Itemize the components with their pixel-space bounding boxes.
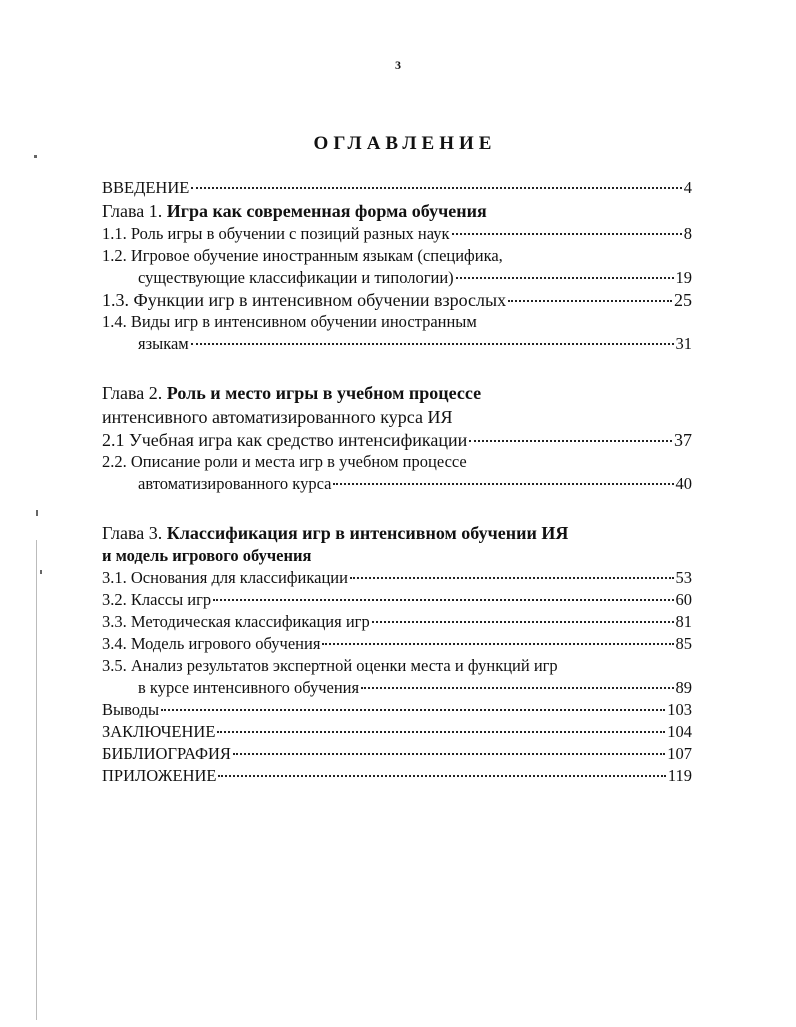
dot-leader bbox=[372, 621, 674, 623]
entry-page: 81 bbox=[675, 612, 692, 631]
scan-speck bbox=[40, 570, 42, 574]
chapter-prefix: Глава 1. bbox=[102, 201, 167, 221]
entry-text: 3.3. Методическая классификация игр bbox=[102, 612, 370, 631]
scan-speck bbox=[36, 510, 38, 516]
entry-text: 1.3. Функции игр в интенсивном обучении взрослых bbox=[102, 290, 507, 310]
entry-text: ПРИЛОЖЕНИЕ bbox=[102, 766, 217, 785]
dot-leader bbox=[191, 343, 674, 345]
entry-page: 103 bbox=[667, 700, 692, 719]
table-of-contents bbox=[102, 177, 692, 787]
entry-text: Выводы bbox=[102, 700, 160, 719]
entry-page: 107 bbox=[667, 744, 692, 763]
chapter-prefix: Глава 3. bbox=[102, 523, 167, 543]
toc-entry-2-2 bbox=[102, 473, 692, 495]
dot-leader bbox=[161, 709, 665, 711]
entry-page: 119 bbox=[667, 766, 692, 785]
toc-entry-1-3 bbox=[102, 289, 692, 311]
entry-text: 2.1 Учебная игра как средство интенсификации bbox=[102, 430, 468, 450]
dot-leader bbox=[456, 277, 674, 279]
toc-entry-3-5 bbox=[102, 677, 692, 699]
entry-page: 40 bbox=[675, 474, 692, 493]
chapter-1-heading bbox=[102, 199, 692, 223]
entry-page: 53 bbox=[675, 568, 692, 587]
dot-leader bbox=[213, 599, 673, 601]
dot-leader bbox=[361, 687, 673, 689]
chapter-title: Классификация игр в интенсивном обучении ИЯ bbox=[166, 523, 569, 543]
scan-speck bbox=[34, 155, 37, 158]
toc-entry-appendix bbox=[102, 765, 692, 787]
scan-edge-line bbox=[36, 540, 37, 1020]
entry-text: автоматизированного курса bbox=[138, 474, 332, 493]
dot-leader bbox=[469, 440, 672, 442]
entry-text: существующие классификации и типологии) bbox=[138, 268, 454, 287]
toc-entry-conclusions bbox=[102, 699, 692, 721]
spacer bbox=[102, 495, 692, 521]
entry-page: 89 bbox=[675, 678, 692, 697]
toc-entry-2-2-line1: 2.2. Описание роли и места игр в учебном процессе bbox=[102, 452, 467, 471]
entry-text: 3.4. Модель игрового обучения bbox=[102, 634, 321, 653]
chapter-2-heading-line2: интенсивного автоматизированного курса ИЯ bbox=[102, 407, 453, 427]
toc-entry-bibliography bbox=[102, 743, 692, 765]
toc-entry-1-2 bbox=[102, 267, 692, 289]
entry-page: 104 bbox=[667, 722, 692, 741]
toc-entry-3-4 bbox=[102, 633, 692, 655]
entry-text: в курсе интенсивного обучения bbox=[138, 678, 360, 697]
entry-text: ВВЕДЕНИЕ bbox=[102, 178, 190, 197]
entry-page: 8 bbox=[683, 224, 692, 243]
toc-entry-1-2-line1: 1.2. Игровое обучение иностранным языкам (специфика, bbox=[102, 246, 503, 265]
spacer bbox=[102, 355, 692, 381]
chapter-title: Роль и место игры в учебном процессе bbox=[166, 383, 482, 403]
toc-entry-intro bbox=[102, 177, 692, 199]
chapter-title: Игра как современная форма обучения bbox=[166, 201, 487, 221]
dot-leader bbox=[452, 233, 682, 235]
toc-entry-1-1 bbox=[102, 223, 692, 245]
entry-page: 25 bbox=[674, 290, 692, 310]
entry-text: языкам bbox=[138, 334, 189, 353]
page-number: 3 bbox=[395, 58, 401, 72]
dot-leader bbox=[508, 300, 672, 302]
dot-leader bbox=[233, 753, 665, 755]
toc-entry-3-1 bbox=[102, 567, 692, 589]
entry-page: 19 bbox=[675, 268, 692, 287]
entry-text: 1.1. Роль игры в обучении с позиций разных наук bbox=[102, 224, 450, 243]
entry-text: 3.1. Основания для классификации bbox=[102, 568, 348, 587]
chapter-3-heading-line1 bbox=[102, 521, 692, 545]
chapter-prefix: Глава 2. bbox=[102, 383, 167, 403]
dot-leader bbox=[333, 483, 673, 485]
dot-leader bbox=[191, 187, 681, 189]
entry-text: БИБЛИОГРАФИЯ bbox=[102, 744, 231, 763]
toc-entry-2-1 bbox=[102, 429, 692, 451]
toc-entry-1-4 bbox=[102, 333, 692, 355]
entry-text: 3.2. Классы игр bbox=[102, 590, 212, 609]
toc-entry-conclusion bbox=[102, 721, 692, 743]
entry-page: 37 bbox=[674, 430, 692, 450]
entry-page: 60 bbox=[675, 590, 692, 609]
dot-leader bbox=[217, 731, 665, 733]
toc-entry-1-4-line1: 1.4. Виды игр в интенсивном обучении иностранным bbox=[102, 312, 477, 331]
toc-title: ОГЛАВЛЕНИЕ bbox=[313, 133, 497, 154]
entry-text: ЗАКЛЮЧЕНИЕ bbox=[102, 722, 216, 741]
dot-leader bbox=[218, 775, 665, 777]
entry-page: 31 bbox=[675, 334, 692, 353]
toc-entry-3-3 bbox=[102, 611, 692, 633]
dot-leader bbox=[322, 643, 673, 645]
entry-page: 85 bbox=[675, 634, 692, 653]
dot-leader bbox=[350, 577, 674, 579]
chapter-3-heading-line2: и модель игрового обучения bbox=[102, 546, 312, 565]
chapter-2-heading-line1 bbox=[102, 381, 692, 405]
toc-entry-3-2 bbox=[102, 589, 692, 611]
entry-page: 4 bbox=[683, 178, 692, 197]
toc-entry-3-5-line1: 3.5. Анализ результатов экспертной оценки места и функций игр bbox=[102, 656, 558, 675]
